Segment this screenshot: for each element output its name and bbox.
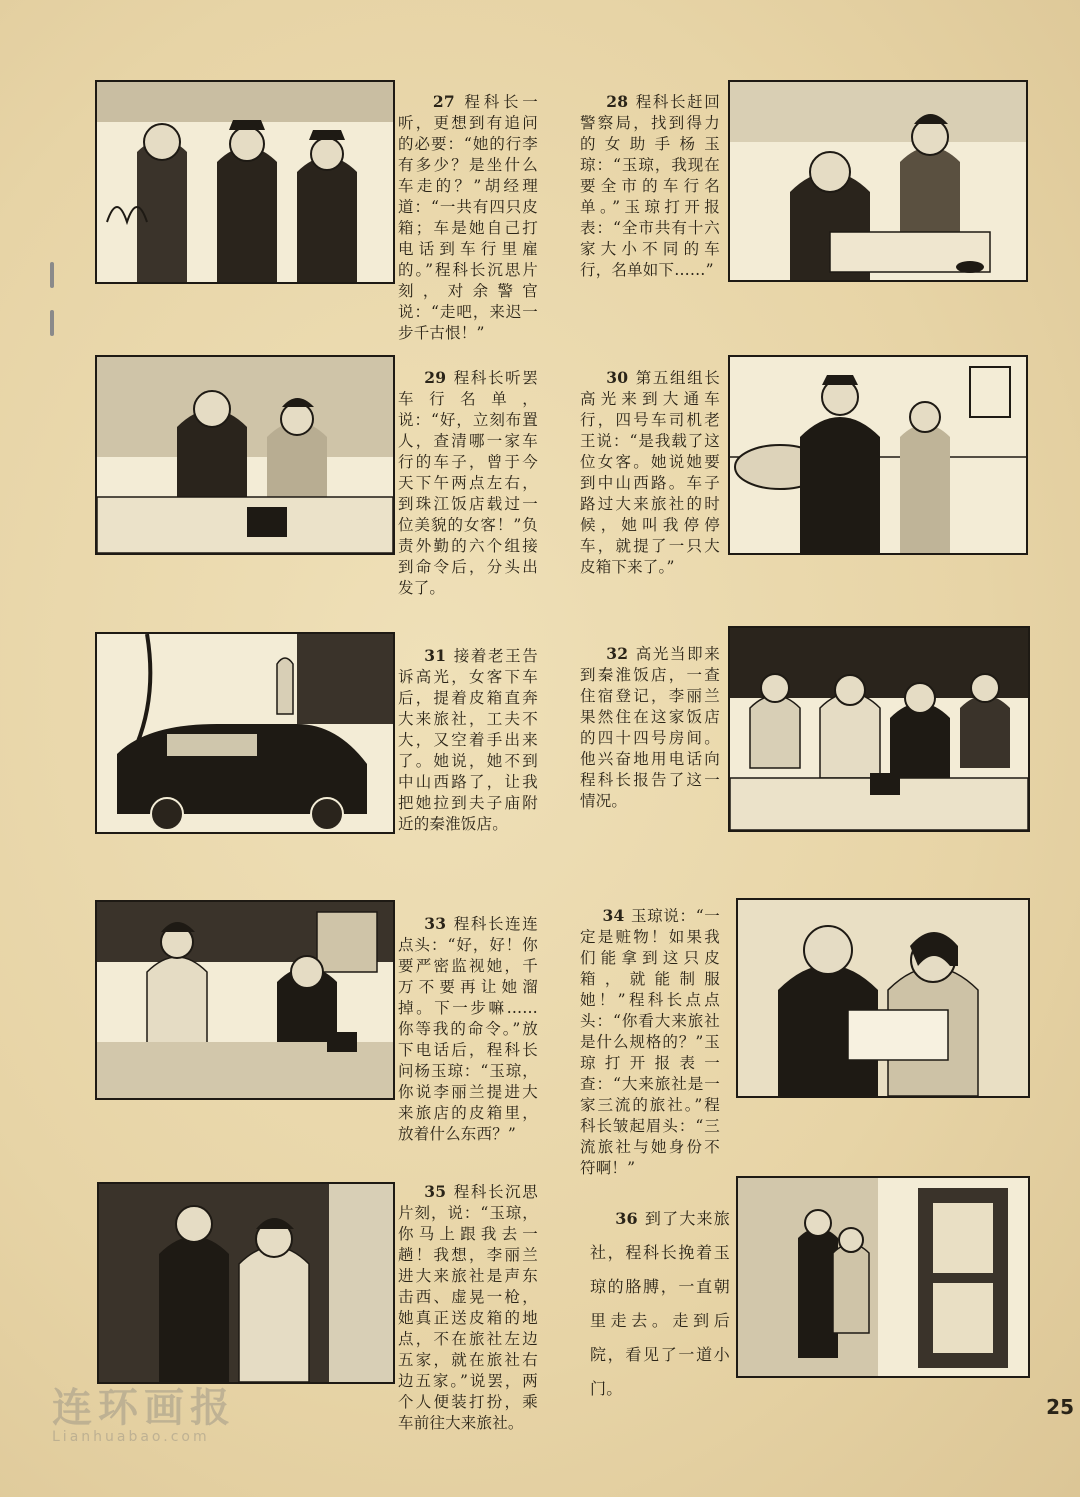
panel-28-drawing	[730, 82, 1026, 280]
caption-33-number: 33	[424, 914, 447, 933]
caption-35-text: 程科长沉思片刻，说：“玉琼，你马上跟我去一趟！我想，李丽兰进大来旅社是声东击西、虚晃一枪，她真正送皮箱的地点，不在旅社左边五家，就在旅社右边五家。”说罢，两个人便装打扮，乘车前往大来旅社。	[398, 1183, 538, 1432]
panel-30-drawing	[730, 357, 1026, 553]
panel-31-drawing	[97, 634, 393, 832]
caption-32-text: 高光当即来到秦淮饭店，一查住宿登记，李丽兰果然住在这家饭店的四十四号房间。他兴奋地用电话向程科长报告了这一情况。	[580, 645, 720, 810]
panel-30-illustration	[728, 355, 1028, 555]
caption-35	[398, 1160, 538, 1455]
caption-36-text: 到了大来旅社，程科长挽着玉琼的胳膊，一直朝里走去。走到后院，看见了一道小门。	[590, 1209, 730, 1398]
caption-30	[580, 346, 720, 599]
caption-27-number: 27	[432, 92, 455, 111]
panel-34-drawing	[738, 900, 1028, 1096]
caption-31-number: 31	[424, 646, 447, 665]
caption-34-number: 34	[602, 906, 625, 925]
caption-27-text: 程科长一听，更想到有追问的必要：“她的行李有多少？是坐什么车走的？”胡经理道：“一共有四只皮箱；车是她自己打电话到车行里雇的。”程科长沉思片刻，对余警官说：“走吧，来迟一步千古恨！”	[398, 93, 538, 342]
caption-31	[398, 624, 538, 856]
panel-35-illustration	[97, 1182, 395, 1384]
caption-29	[398, 346, 538, 620]
caption-30-text: 第五组组长高光来到大通车行，四号车司机老王说：“是我载了这位女客。她说她要到中山西路。车子路过大来旅社的时候，她叫我停停车，就提了一只大皮箱下来了。”	[580, 369, 720, 576]
panel-36-drawing	[738, 1178, 1028, 1376]
panel-32-illustration	[728, 626, 1030, 832]
caption-28	[580, 70, 720, 302]
caption-36	[590, 1168, 730, 1440]
caption-32-number: 32	[606, 644, 629, 663]
panel-29-drawing	[97, 357, 393, 553]
panel-27-drawing	[97, 82, 393, 282]
caption-34	[580, 884, 720, 1200]
caption-34-text: 玉琼说：“一定是赃物！如果我们能拿到这只皮箱，就能制服她！”程科长点点头：“你看大来旅社是什么规格的？”玉琼打开报表一查：“大来旅社是一家三流的旅社。”程科长皱起眉头：“三流旅社与她身份不符啊！”	[580, 907, 721, 1177]
panel-29-illustration	[95, 355, 395, 555]
caption-32	[580, 622, 720, 833]
caption-36-number: 36	[615, 1209, 638, 1228]
panel-31-illustration	[95, 632, 395, 834]
panel-27-illustration	[95, 80, 395, 284]
panel-34-illustration	[736, 898, 1030, 1098]
caption-27	[398, 70, 538, 365]
watermark-url: Lianhuabao.com	[52, 1429, 210, 1445]
caption-33-text: 程科长连连点头：“好，好！你要严密监视她，千万不要再让她溜掉。下一步嘛……你等我的命令。”放下电话后，程科长问杨玉琼：“玉琼，你说李丽兰提进大来旅店的皮箱里，放着什么东西？”	[398, 915, 538, 1143]
caption-29-number: 29	[424, 368, 447, 387]
caption-33	[398, 892, 538, 1166]
caption-35-number: 35	[424, 1182, 447, 1201]
panel-36-illustration	[736, 1176, 1030, 1378]
caption-30-number: 30	[606, 368, 629, 387]
caption-29-text: 程科长听罢车行名单，说：“好，立刻布置人，查清哪一家车行的车子，曾于今天下午两点左右，到珠江饭店载过一位美貌的女客！”负责外勤的六个组接到命令后，分头出发了。	[398, 369, 538, 597]
panel-28-illustration	[728, 80, 1028, 282]
panel-35-drawing	[99, 1184, 393, 1382]
staple-bottom	[50, 310, 54, 336]
caption-28-text: 程科长赶回警察局，找到得力的女助手杨玉琼：“玉琼，我现在要全市的车行名单。”玉琼打开报表：“全市共有十六家大小不同的车行，名单如下……”	[580, 93, 720, 279]
panel-33-drawing	[97, 902, 393, 1098]
panel-32-drawing	[730, 628, 1028, 830]
staple-top	[50, 262, 54, 288]
watermark-logo: 连环画报	[52, 1385, 236, 1431]
panel-33-illustration	[95, 900, 395, 1100]
page-number: 25	[1046, 1395, 1074, 1419]
watermark	[52, 1376, 236, 1445]
caption-28-number: 28	[606, 92, 629, 111]
caption-31-text: 接着老王告诉高光，女客下车后，提着皮箱直奔大来旅社，工夫不大，又空着手出来了。她说，她不到中山西路了，让我把她拉到夫子庙附近的秦淮饭店。	[398, 647, 538, 833]
